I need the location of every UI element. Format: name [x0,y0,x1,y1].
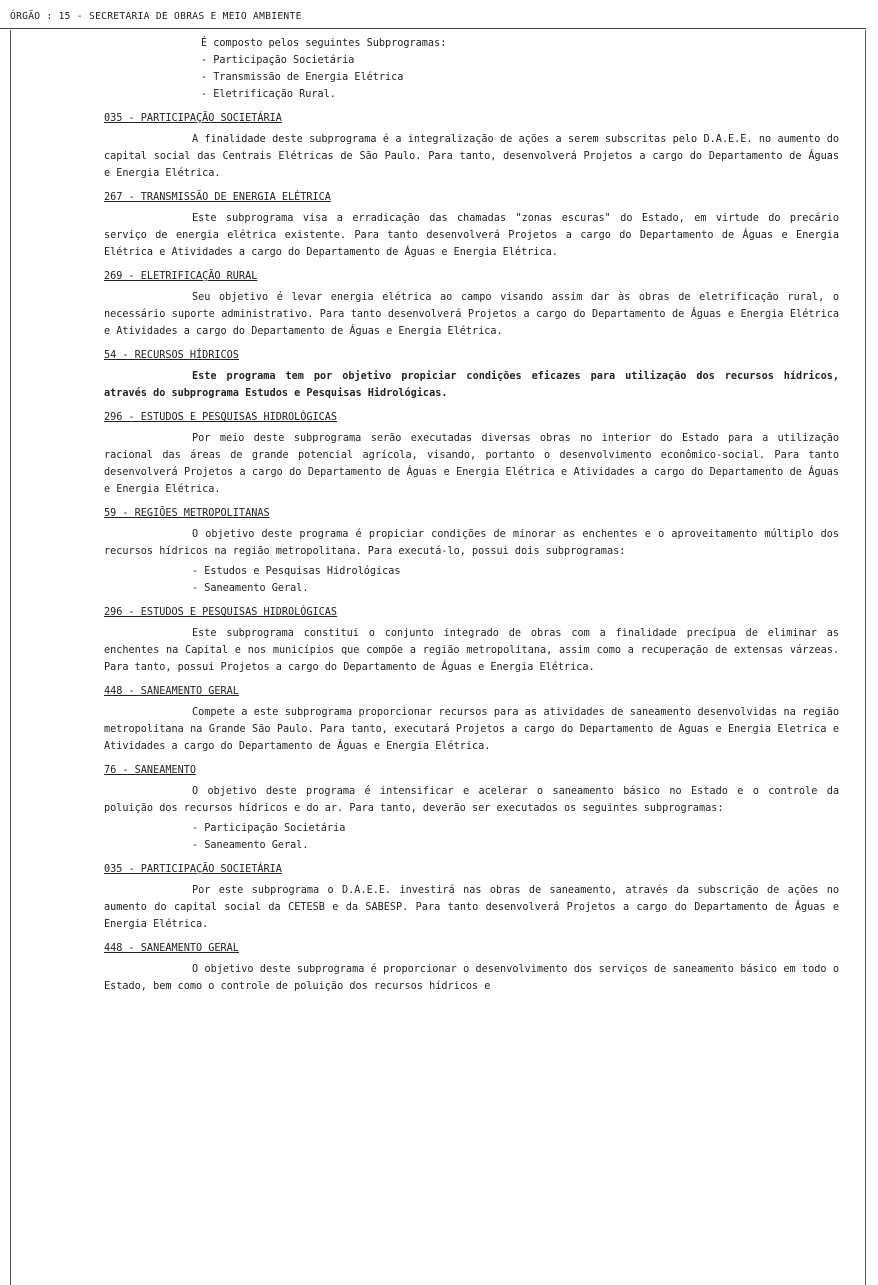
intro-block [201,35,839,103]
left-border-line [10,30,11,1285]
section-heading: 54 - RECURSOS HÍDRICOS [104,350,239,361]
section-text: O objetivo deste programa é intensificar e acelerar o saneamento básico no Estado e o controle da poluição dos recursos hídricos e do ar. Para tanto, deverão ser executados os seguintes subprogramas: [104,786,839,814]
section-paragraph [104,961,839,995]
section-heading: 76 - SANEAMENTO [104,765,197,776]
section-text: Por este subprograma o D.A.E.E. investirá nas obras de saneamento, através da subscrição de ações no aumento do capital social da CETESB e da SABESP. Para tanto desenvolverá Projetos a cargo do Departamento de Águas e Energia Elétrica. [104,885,839,930]
intro-item: - Eletrificação Rural. [201,89,336,100]
right-border-line [865,30,866,1285]
section-paragraph [104,210,839,261]
section-paragraph [104,882,839,933]
list-item: - Saneamento Geral. [192,840,309,851]
section-paragraph [104,704,839,755]
section-text: A finalidade deste subprograma é a integralização de ações a serem subscritas pelo D.A.E.E. no aumento do capital social das Centrais Elétricas de São Paulo. Para tanto, desenvolverá Projetos a cargo do Departamento de Águas e Energia Elétrica. [104,134,839,179]
section-heading: 59 - REGIÕES METROPOLITANAS [104,508,270,519]
section-text: Este programa tem por objetivo propiciar condições eficazes para utilização dos recursos hídricos, através do subprograma Estudos e Pesquisas Hidrológicas. [104,371,839,399]
organ-title: ÓRGÃO : 15 - SECRETARIA DE OBRAS E MEIO AMBIENTE [10,11,302,22]
section-heading: 448 - SANEAMENTO GERAL [104,943,239,954]
section-text: Por meio deste subprograma serão executadas diversas obras no interior do Estado para a utilização racional das áreas de grande potencial agrícola, visando, portanto o desenvolvimento econômico-social. Para tanto desenvolverá Projetos a cargo do Departamento de Águas e Energia Elétrica e Atividades a cargo do Departamento de Águas e Energia Elétrica. [104,433,839,495]
section-heading: 267 - TRANSMISSÃO DE ENERGIA ELÉTRICA [104,192,331,203]
section-text: Este subprograma constitui o conjunto integrado de obras com a finalidade precípua de eliminar as enchentes na Capital e nos municípios que compõe a região metropolitana, assim como a recuperação de extensas várzeas. Para tanto, possui Projetos a cargo do Departamento de Águas e Energia Elétrica. [104,628,839,673]
section-heading: 269 - ELETRIFICAÇÃO RURAL [104,271,258,282]
section-heading: 448 - SANEAMENTO GERAL [104,686,239,697]
section-heading: 035 - PARTICIPAÇÃO SOCIETÁRIA [104,113,282,124]
document-body [104,35,839,998]
section-text: O objetivo deste subprograma é proporcionar o desenvolvimento dos serviços de saneamento básico em todo o Estado, bem como o controle de poluição dos recursos hídricos e [104,964,839,992]
section-text: O objetivo deste programa é propiciar condições de minorar as enchentes e o aproveitamento múltiplo dos recursos hídricos na região metropolitana. Para executá-lo, possui dois subprogramas: [104,529,839,557]
subprogram-list [192,563,839,597]
intro-item: - Participação Societária [201,55,355,66]
section-heading: 035 - PARTICIPAÇÃO SOCIETÁRIA [104,864,282,875]
list-item: - Participação Societária [192,823,346,834]
subprogram-list [192,820,839,854]
section-paragraph [104,430,839,498]
intro-lead: É composto pelos seguintes Subprogramas: [201,38,447,49]
section-paragraph [104,526,839,560]
section-paragraph [104,783,839,817]
section-text: Seu objetivo é levar energia elétrica ao campo visando assim dar às obras de eletrificação rural, o necessário suporte administrativo. Para tanto desenvolverá Projetos a cargo do Departamento de Águas e Energia Elétrica e Atividades a cargo do Departamento de Águas e Energia Elétrica. [104,292,839,337]
intro-item: - Transmissão de Energia Elétrica [201,72,404,83]
page-header [0,4,866,29]
section-paragraph [104,131,839,182]
list-item: - Estudos e Pesquisas Hidrológicas [192,566,401,577]
section-paragraph [104,289,839,340]
section-text: Compete a este subprograma proporcionar recursos para as atividades de saneamento desenvolvidas na região metropolitana na Grande São Paulo. Para tanto, executará Projetos a cargo do Departamento de Aguas e Energia Eletrica e Atividades a cargo do Departamento de Águas e Energia Elétrica. [104,707,839,752]
section-heading: 296 - ESTUDOS E PESQUISAS HIDROLÓGICAS [104,607,338,618]
section-paragraph [104,368,839,402]
section-heading: 296 - ESTUDOS E PESQUISAS HIDROLÓGICAS [104,412,338,423]
section-text: Este subprograma visa a erradicação das chamadas "zonas escuras" do Estado, em virtude do precário serviço de energia elétrica existente. Para tanto desenvolverá Projetos a cargo do Departamento de Águas e Energia Elétrica e Atividades a cargo do Departamento de Águas e Energia Elétrica. [104,213,839,258]
section-paragraph [104,625,839,676]
list-item: - Saneamento Geral. [192,583,309,594]
